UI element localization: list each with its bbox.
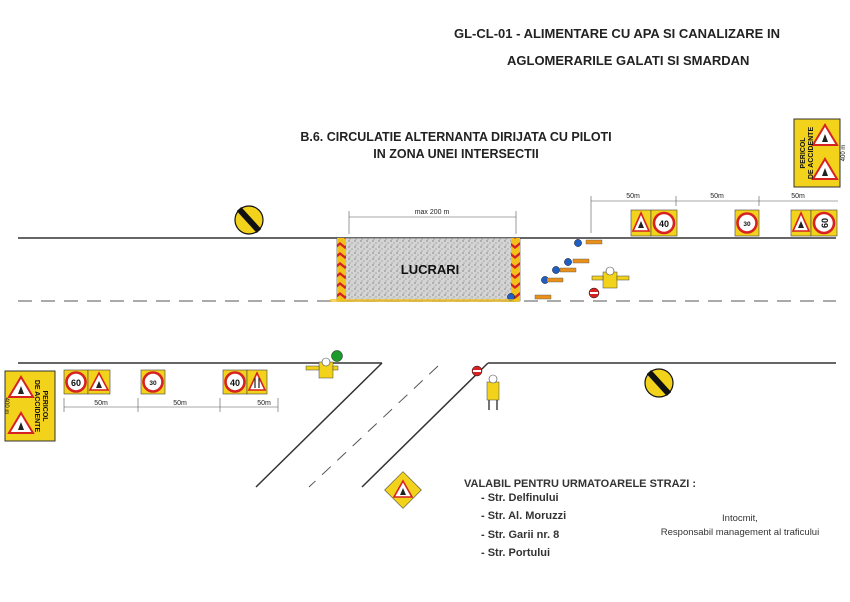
svg-text:PERICOL: PERICOL [800,137,807,169]
danger-panel-bottom-left [3,371,55,441]
end-restriction-sign-north [235,206,263,234]
roadworks-triangle-sign-right [631,210,651,236]
speed-limit-40-sign-right [651,210,677,236]
danger-panel-top-right [794,119,847,187]
flagger-pilot-right [592,267,629,288]
work-zone-barrier-left [337,238,346,301]
svg-text:DE ACCIDENTE: DE ACCIDENTE [33,379,40,433]
side-street-edge-right [362,363,488,487]
street-item: - Str. Delfinului [481,492,559,504]
roadworks-triangle-sign-side-street [385,472,422,509]
signature-line-1: Intocmit, [722,513,758,524]
work-zone-label: LUCRARI [400,262,460,277]
signature-line-2: Responsabil management al traficului [660,527,820,538]
side-street-centerline [309,366,438,487]
svg-text:DE ACCIDENTE: DE ACCIDENTE [808,126,815,180]
left-dimension-label-2: 50m [173,400,187,407]
work-zone-barrier-right [511,238,520,301]
svg-text:60: 60 [70,378,82,388]
svg-text:40: 40 [229,378,241,388]
left-dimension-label-1: 50m [94,400,108,407]
svg-text:30: 30 [149,380,157,387]
narrowing-triangle-sign-left [247,370,267,394]
side-street-edge-left [256,363,382,487]
right-dimension-label-3: 50m [791,193,805,200]
street-item: - Str. Portului [481,547,551,559]
header-line-1: GL-CL-01 - ALIMENTARE CU APA SI CANALIZARE IN [454,26,780,41]
title-line-2: IN ZONA UNEI INTERSECTII [373,147,539,161]
header-line-2: AGLOMERARILE GALATI SI SMARDAN [507,53,750,68]
svg-text:400 m: 400 m [841,144,847,162]
right-dimension-label-2: 50m [710,193,724,200]
svg-text:30: 30 [743,221,751,228]
svg-text:400 m: 400 m [3,397,9,415]
end-restriction-sign-south [645,369,673,397]
title-line-1: B.6. CIRCULATIE ALTERNANTA DIRIJATA CU PILOTI [300,130,612,144]
left-dimension-label-3: 50m [257,400,271,407]
work-zone-length-label: max 200 m [414,209,450,216]
flagger-pilot-side-street [487,375,499,410]
roadworks-triangle-sign-left [88,370,110,394]
speed-limit-60-sign-far-right [811,210,837,236]
flagger-pilot-left [306,358,338,378]
green-flag-icon [332,351,343,362]
speed-limit-30-sign-left [141,370,165,394]
svg-text:60: 60 [820,217,830,229]
validity-heading: VALABIL PENTRU URMATOARELE STRAZI : [464,478,697,490]
street-item: - Str. Garii nr. 8 [481,529,560,541]
street-item: - Str. Al. Moruzzi [481,510,567,522]
speed-limit-30-sign-right [735,210,759,236]
no-entry-sign-right [589,288,599,298]
speed-limit-40-sign-left [223,370,247,394]
no-entry-sign-side-street [472,366,482,376]
svg-text:PERICOL: PERICOL [41,390,48,422]
speed-limit-60-sign-left [64,370,88,394]
right-dimension-label-1: 50m [626,193,640,200]
roadworks-triangle-sign-far-right [791,210,811,236]
svg-text:40: 40 [658,219,670,229]
